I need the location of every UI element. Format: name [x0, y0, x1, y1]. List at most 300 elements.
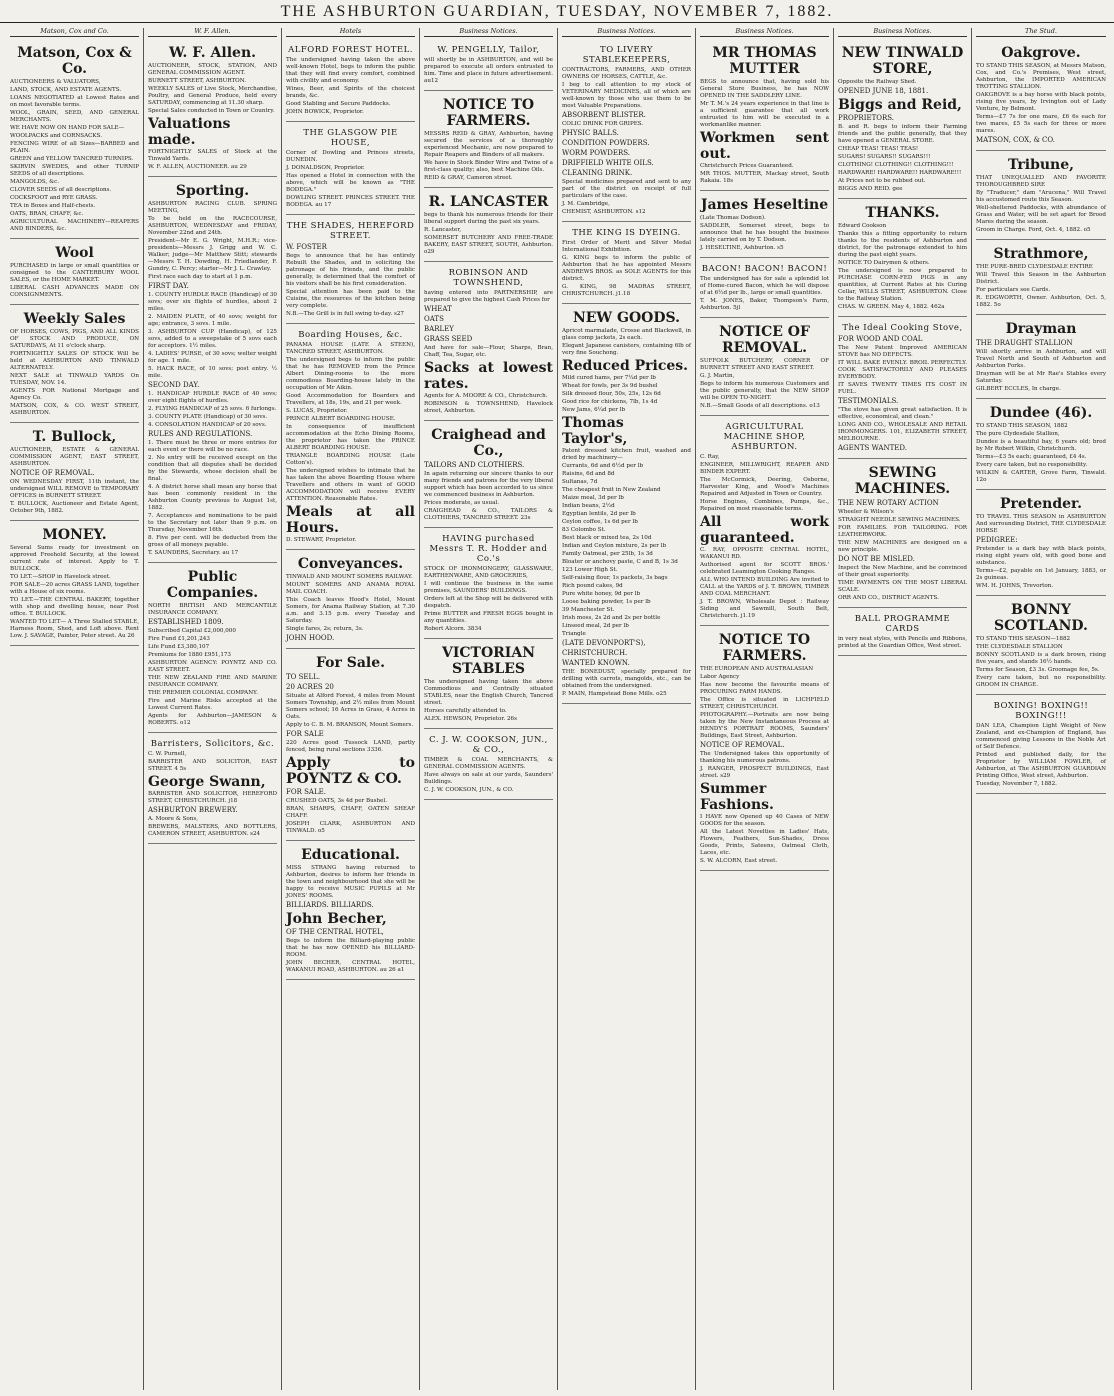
- ad-line: AGENTS WANTED.: [838, 444, 907, 452]
- ad-line: Sacks at lowest rates.: [424, 360, 553, 392]
- ad-line: Indian and Ceylon mixture, 2s per lb: [562, 543, 667, 549]
- ad-title: Oakgrove.: [1001, 45, 1081, 61]
- ad-line: A. Moore & Sons,: [148, 816, 199, 822]
- ad-line: LAND, STOCK, AND ESTATE AGENTS.: [10, 87, 122, 93]
- ad-line: Has now become the favourite means of PROCURING FARM HANDS.: [700, 682, 829, 695]
- ad-line: Agents for Ashburton—JAMESON & ROBERTS. o12: [148, 713, 277, 726]
- ad-line: Subscribed Capital £2,000,000: [148, 628, 236, 634]
- ad-line: Special medicines prepared and sent to any part of the district on receipt of full particulars of the case.: [562, 179, 691, 199]
- ad-line: ASHBURTON RACING CLUB. SPRING MEETING,: [148, 201, 277, 214]
- ad-line: (LATE DEVONPORT'S),: [562, 639, 646, 647]
- ad-line: Begs to inform the Billiard-playing public that he has now OPENED his BILLIARD-ROOM.: [286, 938, 415, 958]
- advertisement: [976, 400, 1106, 490]
- ad-line: The undersigned having taken the above Commodious and Centrally situated STABLES, near the English Church, Tancred street.: [424, 679, 553, 706]
- ad-title: Public Companies.: [166, 569, 259, 601]
- advertisement: [424, 263, 553, 421]
- advertisement: [148, 178, 277, 563]
- ad-title: THE SHADES, HEREFORD STREET.: [286, 221, 415, 241]
- ad-line: SKIRVIN SWEDES, and other TURNIP SEEDS of all descriptions.: [10, 164, 139, 177]
- ad-line: SADDLER, Somerset street, begs to announce that he has bought the business lately carried on by T. Dodson.: [700, 223, 829, 243]
- ad-line: GRASS SEED: [424, 335, 473, 343]
- ad-title: W. F. Allen.: [168, 45, 257, 61]
- ad-title: R. LANCASTER: [428, 194, 549, 210]
- advertisement: [838, 460, 967, 608]
- ad-line: S. LUCAS, Proprietor.: [286, 408, 348, 414]
- ad-line: Have always on sale at our yards, Saunders' Buildings.: [424, 772, 553, 785]
- advertisement: [148, 564, 277, 733]
- ad-line: Irish moss, 2s 2d and 2s per bottle: [562, 615, 661, 621]
- ad-line: Will shortly arrive in Ashburton, and will Travel North and South of Ashburton and Ashburton Forks.: [976, 349, 1106, 369]
- ad-line: 39 Manchester St.: [562, 607, 615, 613]
- advertisement: [562, 40, 691, 222]
- ad-line: 123 Lower High St.: [562, 567, 618, 573]
- ad-line: DO NOT BE MISLED.: [838, 555, 915, 563]
- ad-line: ASHBURTON AGENCY: POYNTZ AND CO. EAST STREET.: [148, 660, 277, 673]
- ad-line: Dundee is a beautiful bay, 6 years old; bred by Mr Robert Wilkin, Christchurch.: [976, 439, 1106, 452]
- ad-line: HARDWARE! HARDWARE!! HARDWARE!!!: [838, 170, 962, 176]
- ad-line: CONTRACTORS, FARMERS, AND OTHER OWNERS OF HORSES, CATTLE, &c.: [562, 67, 691, 80]
- advertisement: [976, 40, 1106, 151]
- ad-line: FOR SALE—20 acres GRASS LAND, together with a House of six rooms.: [10, 582, 139, 595]
- ad-line: THE CLYDESDALE STALLION: [976, 644, 1063, 650]
- ad-line: THE PREMIER COLONIAL COMPANY.: [148, 690, 258, 696]
- ad-line: MANGOLDS, &c.: [10, 179, 59, 185]
- ad-line: WANTED KNOWN.: [562, 659, 630, 667]
- ad-line: Mr T. M.'s 24 years experience in that line is a sufficient guarantee that all work entrusted to him will be executed in a workmanlike manner.: [700, 101, 829, 128]
- ad-line: TIMBER & COAL MERCHANTS, & GENERAL COMMISSION AGENTS.: [424, 757, 553, 770]
- advertisement: [838, 318, 967, 459]
- ad-line: Workmen sent out.: [700, 130, 829, 162]
- advertisement: [700, 627, 829, 871]
- ad-line: To be held on the RACECOURSE, ASHBURTON, WEDNESDAY and FRIDAY, November 22nd and 24th.: [148, 216, 277, 236]
- advertisement: [976, 152, 1106, 240]
- ad-line: First Order of Merit and Silver Medal International Exhibition.: [562, 240, 691, 253]
- ad-line: Terms—£3 5s each; guaranteed, £4 4s.: [976, 454, 1087, 460]
- ad-line: T. SAUNDERS, Secretary. au 17: [148, 550, 239, 556]
- ad-line: PHYSIC BALLS.: [562, 129, 619, 137]
- ad-title: The Ideal Cooking Stove,: [842, 323, 963, 333]
- ad-line: 4. LADIES' PURSE, of 30 sovs; welter weight for age. 1 mile.: [148, 351, 277, 364]
- ad-line: DOWLING STREET. PRINCES STREET. THE BODEGA. au 17: [286, 195, 415, 208]
- advertisement: [424, 40, 553, 91]
- ad-line: THAT UNEQUALLED AND FAVORITE THOROUGHBRED SIRE: [976, 175, 1106, 188]
- ad-title: MONEY.: [42, 527, 107, 543]
- ad-line: PURCHASED in large or small quantities or consigned to the CANTERBURY WOOL SALES, or the HOME MARKET.: [10, 263, 139, 283]
- ad-line: The Office is situated in LICHFIELD STREET, CHRISTCHURCH.: [700, 697, 829, 710]
- ad-line: First race each day to start at 1 p.m.: [148, 274, 253, 280]
- ad-title: BALL PROGRAMME CARDS: [854, 614, 951, 634]
- ad-line: Life Fund £3,380,107: [148, 644, 210, 650]
- ad-line: Biggs and Reid,: [838, 97, 962, 113]
- advertisement: [976, 696, 1106, 794]
- column-4: [420, 28, 558, 1390]
- ad-line: Good Accommodation for Boarders and Travellers, at 18s, 19s, and 21 per week.: [286, 393, 415, 406]
- ad-line: N.B.—Small Goods of all descriptions. o13: [700, 403, 820, 409]
- ad-line: B. and R. begs to inform their Farming friends and the public generally, that they have opened a GENERAL STORE.: [838, 124, 967, 144]
- ad-line: The cheapest fruit in New Zealand: [562, 487, 661, 493]
- ad-line: G. KING, 98 MADRAS STREET, CHRISTCHURCH. j1.18: [562, 284, 691, 297]
- advertisement: [424, 640, 553, 729]
- ad-line: BRAN, SHARPS, CHAFF, OATEN SHEAF CHAFF.: [286, 806, 415, 819]
- ad-line: WE HAVE NOW ON HAND FOR SALE—: [10, 125, 125, 131]
- ad-line: 2. MAIDEN PLATE, of 40 sovs; weight for age; entrance, 3 sovs. 1 mile.: [148, 314, 277, 327]
- ad-line: 1. There must be three or more entries for each event or there will be no race.: [148, 440, 277, 453]
- ad-line: G. J. Martin,: [700, 373, 735, 379]
- advertisement: [700, 40, 829, 191]
- ad-title: For Sale.: [315, 655, 386, 671]
- ad-line: Situate at Alford Forest, 4 miles from Mount Somers Township, and 2½ miles from Mount Somers school; 16 Acres in Grass, 4 Acres in Oats.: [286, 693, 415, 720]
- ad-line: W. FOSTER: [286, 243, 327, 251]
- ad-line: Summer Fashions.: [700, 781, 774, 813]
- ad-line: S. W. ALCORN, East street.: [700, 858, 778, 864]
- ad-line: CRAIGHEAD & CO., TAILORS & CLOTHIERS, TANCRED STREET. 23s: [424, 508, 553, 521]
- ad-title: ROBINSON AND TOWNSHEND,: [448, 268, 529, 288]
- ad-line: Wheeler & Wilson's: [838, 509, 894, 515]
- column-header: Matson, Cox and Co.: [10, 28, 139, 37]
- ad-line: Has opened a Hotel in connection with the above, which will be known as "THE BODEGA.": [286, 173, 415, 193]
- ad-line: WILKIN & CARTER, Grove Farm, Tinwald. 12o: [976, 470, 1106, 483]
- ad-line: MR THOS. MUTTER, Mackay street, South Rakaia. 18s: [700, 171, 829, 184]
- ad-line: MOUNT SOMERS AND ANAMA ROYAL MAIL COACH.: [286, 582, 415, 595]
- ad-line: D. STEWART, Proprietor.: [286, 537, 357, 543]
- ad-line: Begs to announce that he has entirely Rebuilt the Shades, and in soliciting the patronage of his friends, and the public generally, is determined that the comfort of his visitors shall be his first consideration.: [286, 253, 415, 287]
- ad-line: MISS STRANG having returned to Ashburton, desires to inform her friends in the town and neighbourhood that she will be happy to receive MUSIC PUPILS at Mr JONES' ROOMS.: [286, 865, 415, 899]
- ad-line: IT WILL BAKE EVENLY. BROIL PERFECTLY. COOK SATISFACTORILY AND PLEASES EVERYBODY.: [838, 360, 967, 380]
- column-3: [282, 28, 420, 1390]
- ad-line: OATS, BRAN, CHAFF, &c.: [10, 211, 84, 217]
- ad-line: Terms—£2, payable on 1st January, 1883, or 2s guineas.: [976, 568, 1106, 581]
- ad-line: CHAS. W. GREEN. May 4, 1882. 462a: [838, 304, 945, 310]
- ad-line: FORTNIGHTLY SALES OF STOCK Will be held at ASHBURTON AND TINWALD ALTERNATELY.: [10, 351, 139, 371]
- ad-title: Sporting.: [175, 183, 250, 199]
- ad-line: I will continue the business in the same premises, SAUNDERS' BUILDINGS.: [424, 581, 553, 594]
- ad-line: Raisins, 6d and 8d: [562, 471, 615, 477]
- ad-line: AUCTIONEER, STOCK, STATION, AND GENERAL COMMISSION AGENT.: [148, 63, 277, 76]
- ad-line: WM. H. JOHNS, Trevorton.: [976, 583, 1054, 589]
- ad-line: ESTABLISHED 1809.: [148, 618, 224, 626]
- ad-line: Indian beans, 2½d: [562, 503, 615, 509]
- ad-title: W. PENGELLY, Tailor,: [437, 45, 540, 55]
- ad-line: SECOND DAY.: [148, 381, 200, 389]
- ad-line: OF HORSES, COWS, PIGS, AND ALL KINDS OF STOCK AND PRODUCE, ON SATURDAYS, At 11 o'clock sharp.: [10, 329, 139, 349]
- ad-line: GREEN and YELLOW TANCRED TURNIPS.: [10, 156, 134, 162]
- ad-title: TO LIVERY STABLEKEEPERS,: [582, 45, 671, 65]
- ad-line: The undersigned has for sale a splendid lot of Home-cured Bacon, which he will dispose of at 6½d per lb., large or small quantities.: [700, 276, 829, 296]
- ad-line: 5. HACK RACE, of 10 sovs; post entry. ½ mile.: [148, 366, 277, 379]
- ad-line: Apply to POYNTZ & CO.: [286, 755, 415, 787]
- advertisement: [838, 200, 967, 317]
- ad-line: SOMERSET BUTCHERY AND FREE-TRADE BAKERY, EAST STREET, SOUTH, Ashburton. o29: [424, 235, 553, 255]
- ad-line: BILLIARDS. BILLIARDS.: [286, 901, 374, 909]
- ad-title: Matson, Cox & Co.: [17, 45, 132, 77]
- ad-line: Self-raising flour, 1s packets, 3s bags: [562, 575, 668, 581]
- ad-line: Inspect the New Machine, and be convinced of their great superiority.: [838, 565, 967, 578]
- ad-line: LOANS NEGOTIATED at Lowest Rates and on most favorable terms.: [10, 95, 139, 108]
- advertisement: [700, 192, 829, 258]
- ad-line: Elegant Japanese canisters, containing 6lb of very fine Souchong.: [562, 343, 691, 356]
- advertisement: [286, 40, 415, 122]
- ad-line: R. EDGWORTH, Owner. Ashburton, Oct. 5, 1882. 5o: [976, 295, 1106, 308]
- ad-line: NOTICE TO Dairymen & others.: [838, 260, 930, 266]
- ad-line: I HAVE now Opened up 40 Cases of NEW GOODS for the season.: [700, 814, 829, 827]
- ad-line: FOR SALE: [286, 730, 324, 738]
- ad-line: C. W. Purnell,: [148, 751, 187, 757]
- columns: [6, 28, 1110, 1390]
- ad-line: Every care taken, but no responsibility. GROOM IN CHARGE.: [976, 675, 1106, 688]
- ad-line: TO STAND THIS SEASON, at Messrs Matson, Cox, and Co.'s Premises, West street, Ashburton, the IMPORTED AMERICAN TROTTING STALLION.: [976, 63, 1106, 90]
- ad-title: Conveyances.: [297, 556, 404, 572]
- advertisement: [424, 730, 553, 800]
- ad-line: 220 Acres good Tussock LAND, partly fenced, being rural sections 3336.: [286, 740, 415, 753]
- advertisement: [562, 223, 691, 304]
- advertisement: [286, 650, 415, 841]
- ad-title: Boarding Houses, &c.: [298, 330, 403, 340]
- ad-line: Fire Fund £1,201,243: [148, 636, 210, 642]
- ad-title: ALFORD FOREST HOTEL.: [288, 45, 413, 55]
- ad-line: Horse Engines, Combines, Pumps, &c., Repaired on most reasonable terms.: [700, 499, 829, 512]
- ad-line: CLEANING DRINK.: [562, 169, 633, 177]
- column-2: [144, 28, 282, 1390]
- ad-line: Pure white honey, 9d per lb: [562, 591, 641, 597]
- ad-line: 2. No entry will be received except on the condition that all disputes shall be decided by the Stewards, whose decision shall be final.: [148, 455, 277, 482]
- ad-title: Weekly Sales: [23, 311, 126, 327]
- ad-line: Labor Agency: [700, 674, 740, 680]
- ad-line: BEGS to announce that, having sold his General Store Business, he has NOW OPENED IN THE SADDLERY LINE.: [700, 79, 829, 99]
- ad-title: C. J. W. COOKSON, JUN., & CO.,: [429, 735, 548, 755]
- ad-title: NEW GOODS.: [572, 310, 681, 326]
- ad-line: MESSRS REID & GRAY, Ashburton, having secured the services of a thoroughly experienced Mechanic, are now prepared to Repair Reapers and Binders of all makers.: [424, 131, 553, 158]
- ad-title: THE KING IS DYEING.: [572, 228, 681, 238]
- ad-title: Dundee (46).: [989, 405, 1093, 421]
- ad-line: in very neat styles, with Pencils and Ribbons, printed at the Guardian Office, West street.: [838, 636, 967, 649]
- ad-line: George Swann,: [148, 774, 266, 790]
- ad-line: Horses carefully attended to.: [424, 708, 507, 714]
- ad-line: The New Patent Improved AMERICAN STOVE has NO DEFECTS.: [838, 345, 967, 358]
- ad-line: OATS: [424, 315, 444, 323]
- ad-line: The pure Clydesdale Stallion,: [976, 431, 1060, 437]
- ad-line: Terms for Season, £3 3s. Groomage fee, 5s.: [976, 667, 1100, 673]
- ad-line: Patent dressed kitchen fruit, washed and dried by machinery—: [562, 448, 691, 461]
- masthead: THE ASHBURTON GUARDIAN, TUESDAY, NOVEMBER 7, 1882.: [0, 0, 1114, 23]
- column-header: W. F. Allen.: [148, 28, 277, 37]
- ad-line: MATSON, COX, & CO.: [976, 136, 1055, 144]
- ad-line: LIBERAL CASH ADVANCES MADE ON CONSIGNMENTS.: [10, 285, 139, 298]
- ad-title: Pretender.: [999, 496, 1083, 512]
- ad-line: Prime BUTTER and FRESH EGGS bought in any quantities.: [424, 611, 553, 624]
- ad-title: NOTICE TO FARMERS.: [718, 632, 811, 664]
- ad-line: BREWERS, MALSTERS, AND BOTTLERS, CAMERON STREET, ASHBURTON. s24: [148, 824, 277, 837]
- ad-line: ABSORBENT BLISTER.: [562, 111, 646, 119]
- ad-line: CHRISTCHURCH.: [562, 649, 628, 657]
- column-1: [6, 28, 144, 1390]
- ad-line: REID & GRAY, Cameron street.: [424, 175, 513, 181]
- advertisement: [10, 522, 139, 646]
- advertisement: [700, 417, 829, 626]
- ad-line: Opposite the Railway Shed.: [838, 79, 917, 85]
- ad-title: NOTICE OF REMOVAL.: [719, 324, 810, 356]
- ad-line: 1. HANDICAP HURDLE RACE of 40 sovs; over eight flights of hurdles.: [148, 391, 277, 404]
- ad-line: TESTIMONIALS.: [838, 397, 899, 405]
- ad-line: ALEX. HEWSON, Proprietor. 26s: [424, 716, 517, 722]
- ad-line: TO LET.—THE CENTRAL BAKERY, together with shop and dwelling house, near Post office. T. BULLOCK.: [10, 597, 139, 617]
- ad-line: Christchurch Prices Guaranteed.: [700, 163, 794, 169]
- advertisement: [700, 319, 829, 416]
- ad-title: HAVING purchased Messrs T. R. Hodder and Co.'s: [429, 534, 548, 564]
- ad-line: BARRISTER AND SOLICITOR, HEREFORD STREET, CHRISTCHURCH. j18: [148, 791, 277, 804]
- ad-line: BARLEY: [424, 325, 454, 333]
- ad-line: 1. COUNTY HURDLE RACE (Handicap) of 30 sovs; over six flights of hurdles, about 2 miles.: [148, 292, 277, 312]
- ad-line: CHEAP TEAS! TEAS! TEAS!: [838, 146, 919, 152]
- ad-line: Linseed meal, 2d per lb: [562, 623, 629, 629]
- advertisement: [424, 529, 553, 639]
- ad-line: THE BONEDUST, specially prepared for drilling with carrots, mangolds, etc., can be obtained from the undersigned.: [562, 669, 691, 689]
- ad-line: At Prices not to be rubbed out.: [838, 178, 926, 184]
- ad-line: Silk dressed flour, 50s, 25s, 12s 6d: [562, 391, 661, 397]
- advertisement: [976, 597, 1106, 695]
- ad-line: Ceylon coffee, 1s 6d per lb: [562, 519, 638, 525]
- advertisement: [286, 216, 415, 324]
- column-7: [834, 28, 972, 1390]
- advertisement: [424, 422, 553, 528]
- ad-line: FOR FAMILIES. FOR TAILORING. FOR LEATHERWORK.: [838, 525, 967, 538]
- ad-line: I beg to call attention to my stock of VETERINARY MEDICINES, all of which are well-known by those who use them to be most Valuable Preparations.: [562, 82, 691, 109]
- ad-line: NOTICE OF REMOVAL.: [10, 469, 95, 477]
- ad-line: Mild cured hams, per 7¼d per lb: [562, 375, 656, 381]
- ad-line: Egyptian lentils, 2d per lb: [562, 511, 636, 517]
- ad-line: BARRISTER AND SOLICITOR, EAST STREET. 4 5s: [148, 759, 277, 772]
- ad-line: IT SAVES TWENTY TIMES ITS COST IN FUEL.: [838, 382, 967, 395]
- ad-line: Meals at all Hours.: [286, 504, 415, 536]
- ad-line: WEEKLY SALES of Live Stock, Merchandise, Poultry, and General Produce, held every SATURDAY, commencing at 11.30 sharp.: [148, 86, 277, 106]
- ad-line: CLOVER SEEDS of all descriptions.: [10, 187, 112, 193]
- ad-line: 3. ASHBURTON CUP (Handicap), of 125 sovs, added to a sweepstake of 5 sovs each for acceptors. 1½ miles.: [148, 329, 277, 349]
- ad-line: THE PURE-BRED CLYDESDALE ENTIRE: [976, 264, 1093, 270]
- ad-line: J. HESELTINE, Ashburton. s5: [700, 245, 784, 251]
- ad-title: T. Bullock,: [32, 429, 117, 445]
- ad-line: N.B.—The Grill is in full swing to-day. s27: [286, 311, 404, 317]
- ad-line: BIGGS AND REID. gee: [838, 186, 903, 192]
- column-header: Business Notices.: [562, 28, 691, 37]
- ad-line: Will Travel this Season in the Ashburton District.: [976, 272, 1106, 285]
- ad-line: The McCormick, Deering, Osborne, Harvester King, and Wood's Machines Repaired and Adjusted in Town or Country.: [700, 477, 829, 497]
- ad-line: Robert Alcorn. 3834: [424, 626, 482, 632]
- ad-line: NORTH BRITISH AND MERCANTILE INSURANCE COMPANY.: [148, 603, 277, 616]
- ad-line: Tuesday, November 7, 1882.: [976, 781, 1057, 787]
- ad-line: DAN LEA, Champion Light Weight of New Zealand, and ex-Champion of England, has commenced giving Lessons in the Noble Art of Self Defence.: [976, 723, 1106, 750]
- ad-line: Special attention has been paid to the Cuisine, the resources of the kitchen being very complete.: [286, 289, 415, 309]
- ad-line: Apricot marmalade, Crosse and Blackwell, in glass comp jackets, 2s each.: [562, 328, 691, 341]
- ad-line: FOR WOOD AND COAL: [838, 335, 923, 343]
- advertisement: [286, 842, 415, 980]
- ad-line: Wheat for fowls, per 3s 9d bushel: [562, 383, 658, 389]
- column-6: [696, 28, 834, 1390]
- ad-line: BONNY SCOTLAND is a dark brown, rising five years, and stands 16½ hands.: [976, 652, 1106, 665]
- ad-line: The undersigned wishes to intimate that he has taken the above Boarding House where Travellers and others in want of GOOD ACCOMMODATION will receive EVERY ATTENTION. Reasonable Rates.: [286, 468, 415, 502]
- column-8: [972, 28, 1110, 1390]
- ad-line: Drayman will be at Mr Rae's Stables every Saturday.: [976, 371, 1106, 384]
- ad-line: J. M. Cambridge,: [562, 201, 610, 207]
- ad-title: MR THOMAS MUTTER: [712, 45, 817, 77]
- ad-line: AGENTS FOR National Mortgage and Agency Co.: [10, 388, 139, 401]
- ad-line: The undersigned is now prepared to PURCHASE CORN-FED PIGS in any quantities, at Current Rates at his Curing Cellar, WILLS STREET, ASHBURTON. Close to the Railway Station.: [838, 268, 967, 302]
- ad-line: TO STAND THIS SEASON—1882: [976, 636, 1071, 642]
- ad-line: THE NEW ROTARY ACTION: [838, 499, 939, 507]
- ad-title: Strathmore,: [993, 246, 1089, 262]
- ad-line: WORM POWDERS.: [562, 149, 631, 157]
- ad-line: FIRST DAY.: [148, 282, 189, 290]
- ad-line: J. RANGER, PROSPECT BUILDINGS, East street. s29: [700, 766, 829, 779]
- ad-title: Drayman: [1005, 321, 1077, 337]
- ad-line: By "Traducer," dam "Arucena," Will Travel his accustomed route this Season.: [976, 190, 1106, 203]
- ad-line: having entered into PARTNERSHIP, are prepared to give the highest Cash Prices for: [424, 290, 553, 303]
- ad-title: BOXING! BOXING!! BOXING!!!: [993, 701, 1089, 721]
- ad-line: Thanks this a fitting opportunity to return thanks to the residents of Ashburton and district, for the patronage extended to him during the past eight years.: [838, 231, 967, 258]
- ad-line: Agents for A. MOORE & CO., Christchurch.: [424, 393, 548, 399]
- ad-line: ASHBURTON BREWERY.: [148, 806, 238, 814]
- ad-line: All work guaranteed.: [700, 514, 829, 546]
- column-header: Business Notices.: [700, 28, 829, 37]
- ad-line: Loose baking powder, 1s per lb: [562, 599, 651, 605]
- ad-line: Thomas Taylor's,: [562, 415, 628, 447]
- ad-line: Fire and Marine Risks accepted at the Lowest Current Rates.: [148, 698, 277, 711]
- ad-line: Bloater or anchovy paste, C and B, 1s 3d: [562, 559, 678, 565]
- ad-line: CONDITION POWDERS.: [562, 139, 650, 147]
- ad-line: BURNETT STREET, ASHBURTON.: [148, 78, 247, 84]
- ad-line: TIME PAYMENTS ON THE MOST LIBERAL SCALE.: [838, 580, 967, 593]
- ad-line: Begs to inform his numerous Customers and the public generally, that the NEW SHOP will be OPEN TO-NIGHT.: [700, 381, 829, 401]
- ad-line: NOTICE OF REMOVAL.: [700, 741, 785, 749]
- advertisement: [976, 316, 1106, 399]
- ad-line: 7. Acceptances and nominations to be paid to the Secretary not later than 9 p.m. on Thursday, November 16th.: [148, 513, 277, 533]
- ad-line: Orders left at the Shop will be delivered with despatch.: [424, 596, 553, 609]
- ad-line: WOOLPACKS and CORNSACKS.: [10, 133, 103, 139]
- ad-line: ON WEDNESDAY FIRST, 11th instant, the undersigned WILL REMOVE to TEMPORARY OFFICES in BURNETT STREET.: [10, 479, 139, 499]
- ad-line: FOR SALE.: [286, 788, 326, 796]
- ad-line: ROBINSON & TOWNSHEND, Havelock street, Ashburton.: [424, 401, 553, 414]
- ad-line: 20 ACRES 20: [286, 683, 334, 691]
- ad-line: C. J. W. COOKSON, JUN., & CO.: [424, 787, 514, 793]
- ad-line: Corner of Dowling and Princes streets, DUNEDIN.: [286, 150, 415, 163]
- advertisement: [10, 306, 139, 423]
- ad-line: NEXT SALE at TINWALD YARDS On TUESDAY, NOV. 14.: [10, 373, 139, 386]
- ad-line: Wines, Beer, and Spirits of the choicest brands, &c.: [286, 86, 415, 99]
- advertisement: [424, 189, 553, 262]
- ad-line: W. F. ALLEN, AUCTIONEER. au 29: [148, 164, 247, 170]
- ad-title: James Heseltine: [700, 197, 829, 213]
- ad-title: NEW TINWALD STORE,: [841, 45, 964, 77]
- ad-line: Premiums for 1880 £951,173: [148, 652, 231, 658]
- ad-line: TEA in Boxes and Half-chests.: [10, 203, 96, 209]
- ad-line: SUFFOLK BUTCHERY, CORNER OF BURNETT STREET AND EAST STREET.: [700, 358, 829, 371]
- ad-line: J. DONALDSON, Proprietor.: [286, 165, 365, 171]
- ad-line: Several Sums ready for investment on approved Freehold Security, at the lowest current rate of interest. Apply to T. BULLOCK.: [10, 545, 139, 572]
- ad-line: John Becher,: [286, 911, 387, 927]
- ad-line: CRUSHED OATS, 3s 4d per Bushel.: [286, 798, 388, 804]
- ad-line: And have for sale—Flour, Sharps, Bran, Chaff, Tea, Sugar, etc.: [424, 345, 553, 358]
- advertisement: [148, 734, 277, 844]
- advertisement: [286, 325, 415, 550]
- ad-line: TAILORS AND CLOTHIERS.: [424, 461, 525, 469]
- ad-line: Prices moderate, as usual.: [424, 500, 499, 506]
- ad-line: FORTNIGHTLY SALES of Stock at the Tinwald Yards.: [148, 149, 277, 162]
- ad-line: Reduced Prices.: [562, 358, 689, 374]
- ad-line: President—Mr E. G. Wright, M.H.R.; vice-presidents—Messrs J. Grigg and W. C. Walker; judge—Mr Matthew Stitt; stewards—Messrs T. H. Dowding, H. Friedlander, F. Gundry, C. Percy; starter—Mr J. L. Crawley.: [148, 238, 277, 272]
- ad-line: (Late Thomas Dodson).: [700, 215, 766, 221]
- ad-line: THE NEW MACHINES are designed on a new principle.: [838, 540, 967, 553]
- ad-line: 4. A district horse shall mean any horse that has been commonly resident in the Ashburton County previous to August 1st, 1882.: [148, 484, 277, 511]
- advertisement: [286, 551, 415, 649]
- ad-line: SUGARS! SUGARS!! SUGARS!!!: [838, 154, 931, 160]
